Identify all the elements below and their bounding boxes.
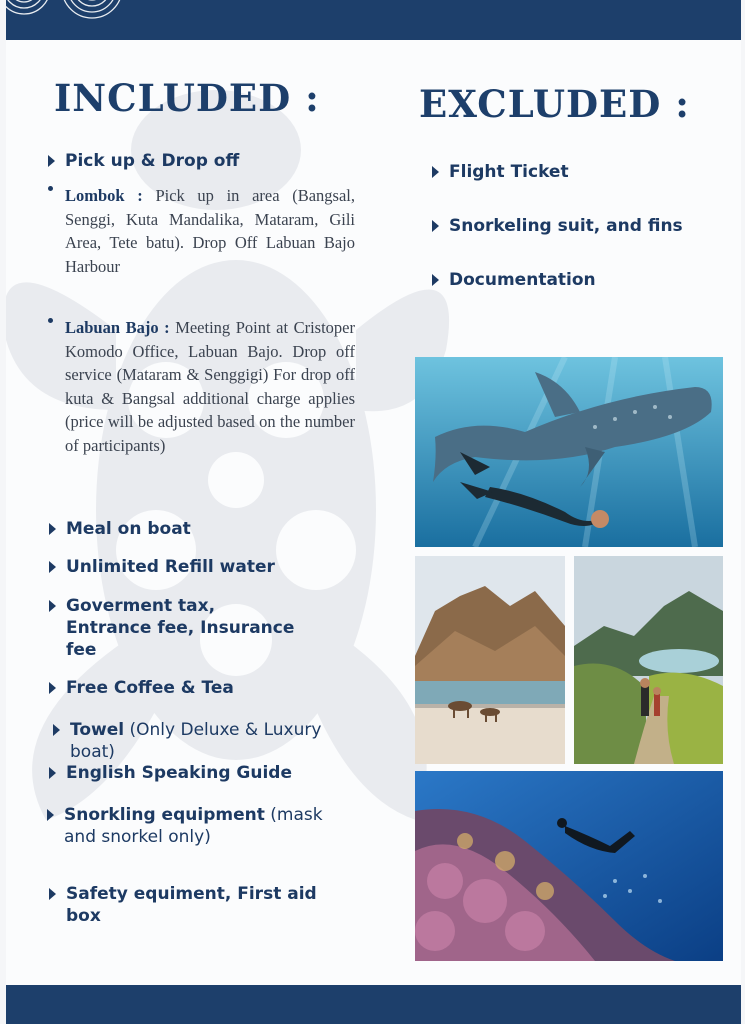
coral-reef-snorkeler-photo bbox=[415, 771, 723, 961]
list-item-coffee bbox=[66, 677, 234, 699]
arrow-icon bbox=[432, 166, 439, 178]
bullet-icon bbox=[48, 186, 53, 191]
lombok-paragraph bbox=[65, 184, 355, 278]
arrow-icon bbox=[49, 888, 56, 900]
arrow-icon bbox=[432, 220, 439, 232]
item-label: Unlimited Refill water bbox=[66, 557, 275, 577]
excluded-item-suit bbox=[449, 215, 683, 237]
arrow-icon bbox=[53, 724, 60, 736]
item-label: Snorkeling suit, and fins bbox=[449, 216, 683, 236]
item-label: Towel bbox=[70, 720, 125, 740]
arrow-icon bbox=[48, 155, 55, 167]
item-label: Documentation bbox=[449, 270, 596, 290]
item-label: Pick up & Drop off bbox=[65, 151, 240, 171]
list-item-pickup bbox=[65, 150, 239, 172]
list-item-meal bbox=[66, 518, 191, 540]
wave-logo-icon bbox=[6, 0, 146, 40]
excluded-heading: EXCLUDED : bbox=[419, 82, 690, 126]
bottom-banner bbox=[6, 985, 741, 1024]
list-item-safety bbox=[66, 883, 326, 927]
item-label: Meal on boat bbox=[66, 519, 191, 539]
arrow-icon bbox=[47, 809, 54, 821]
page-body bbox=[6, 40, 741, 985]
item-label: Free Coffee & Tea bbox=[66, 678, 234, 698]
arrow-icon bbox=[49, 682, 56, 694]
labuan-text: Meeting Point at Cristoper Komodo Office, Labuan Bajo. Drop off service (Mataram & Senggigi) For drop off kuta & Bangsal additional charge applies (price will be adjusted based on the number of participants) bbox=[65, 318, 355, 455]
item-label: Snorkling equipment bbox=[64, 805, 265, 825]
arrow-icon bbox=[49, 600, 56, 612]
lombok-text: Pick up in area (Bangsal, Senggi, Kuta Mandalika, Mataram, Gili Area, Tete batu). Drop Off Labuan Bajo Harbour bbox=[65, 186, 355, 276]
padar-hikers-photo bbox=[574, 556, 723, 764]
item-label: English Speaking Guide bbox=[66, 763, 292, 783]
arrow-icon bbox=[432, 274, 439, 286]
separator: : bbox=[158, 318, 176, 337]
item-label: Goverment tax, Entrance fee, Insurance fee bbox=[66, 596, 295, 660]
arrow-icon bbox=[49, 523, 56, 535]
list-item-water bbox=[66, 556, 275, 578]
item-label: Safety equiment, First aid box bbox=[66, 884, 317, 926]
top-banner bbox=[6, 0, 741, 40]
item-label: Flight Ticket bbox=[449, 162, 569, 182]
labuan-label: Labuan Bajo bbox=[65, 318, 159, 337]
excluded-item-documentation bbox=[449, 269, 596, 291]
arrow-icon bbox=[49, 561, 56, 573]
excluded-item-flight bbox=[449, 161, 569, 183]
list-item-guide bbox=[66, 762, 292, 784]
arrow-icon bbox=[49, 767, 56, 779]
komodo-deer-beach-photo bbox=[415, 556, 565, 764]
whale-shark-diver-photo bbox=[415, 357, 723, 547]
bullet-icon bbox=[48, 318, 53, 323]
list-item-tax bbox=[66, 595, 306, 661]
labuan-bajo-paragraph bbox=[65, 316, 355, 457]
list-item-snorkling bbox=[64, 804, 344, 848]
item-note: (Only Deluxe & Luxury boat) bbox=[70, 720, 322, 762]
included-heading: INCLUDED : bbox=[54, 76, 320, 120]
item-note: (mask and snorkel only) bbox=[64, 805, 323, 847]
lombok-label: Lombok bbox=[65, 186, 125, 205]
list-item-towel bbox=[70, 719, 340, 763]
separator: : bbox=[124, 186, 156, 205]
